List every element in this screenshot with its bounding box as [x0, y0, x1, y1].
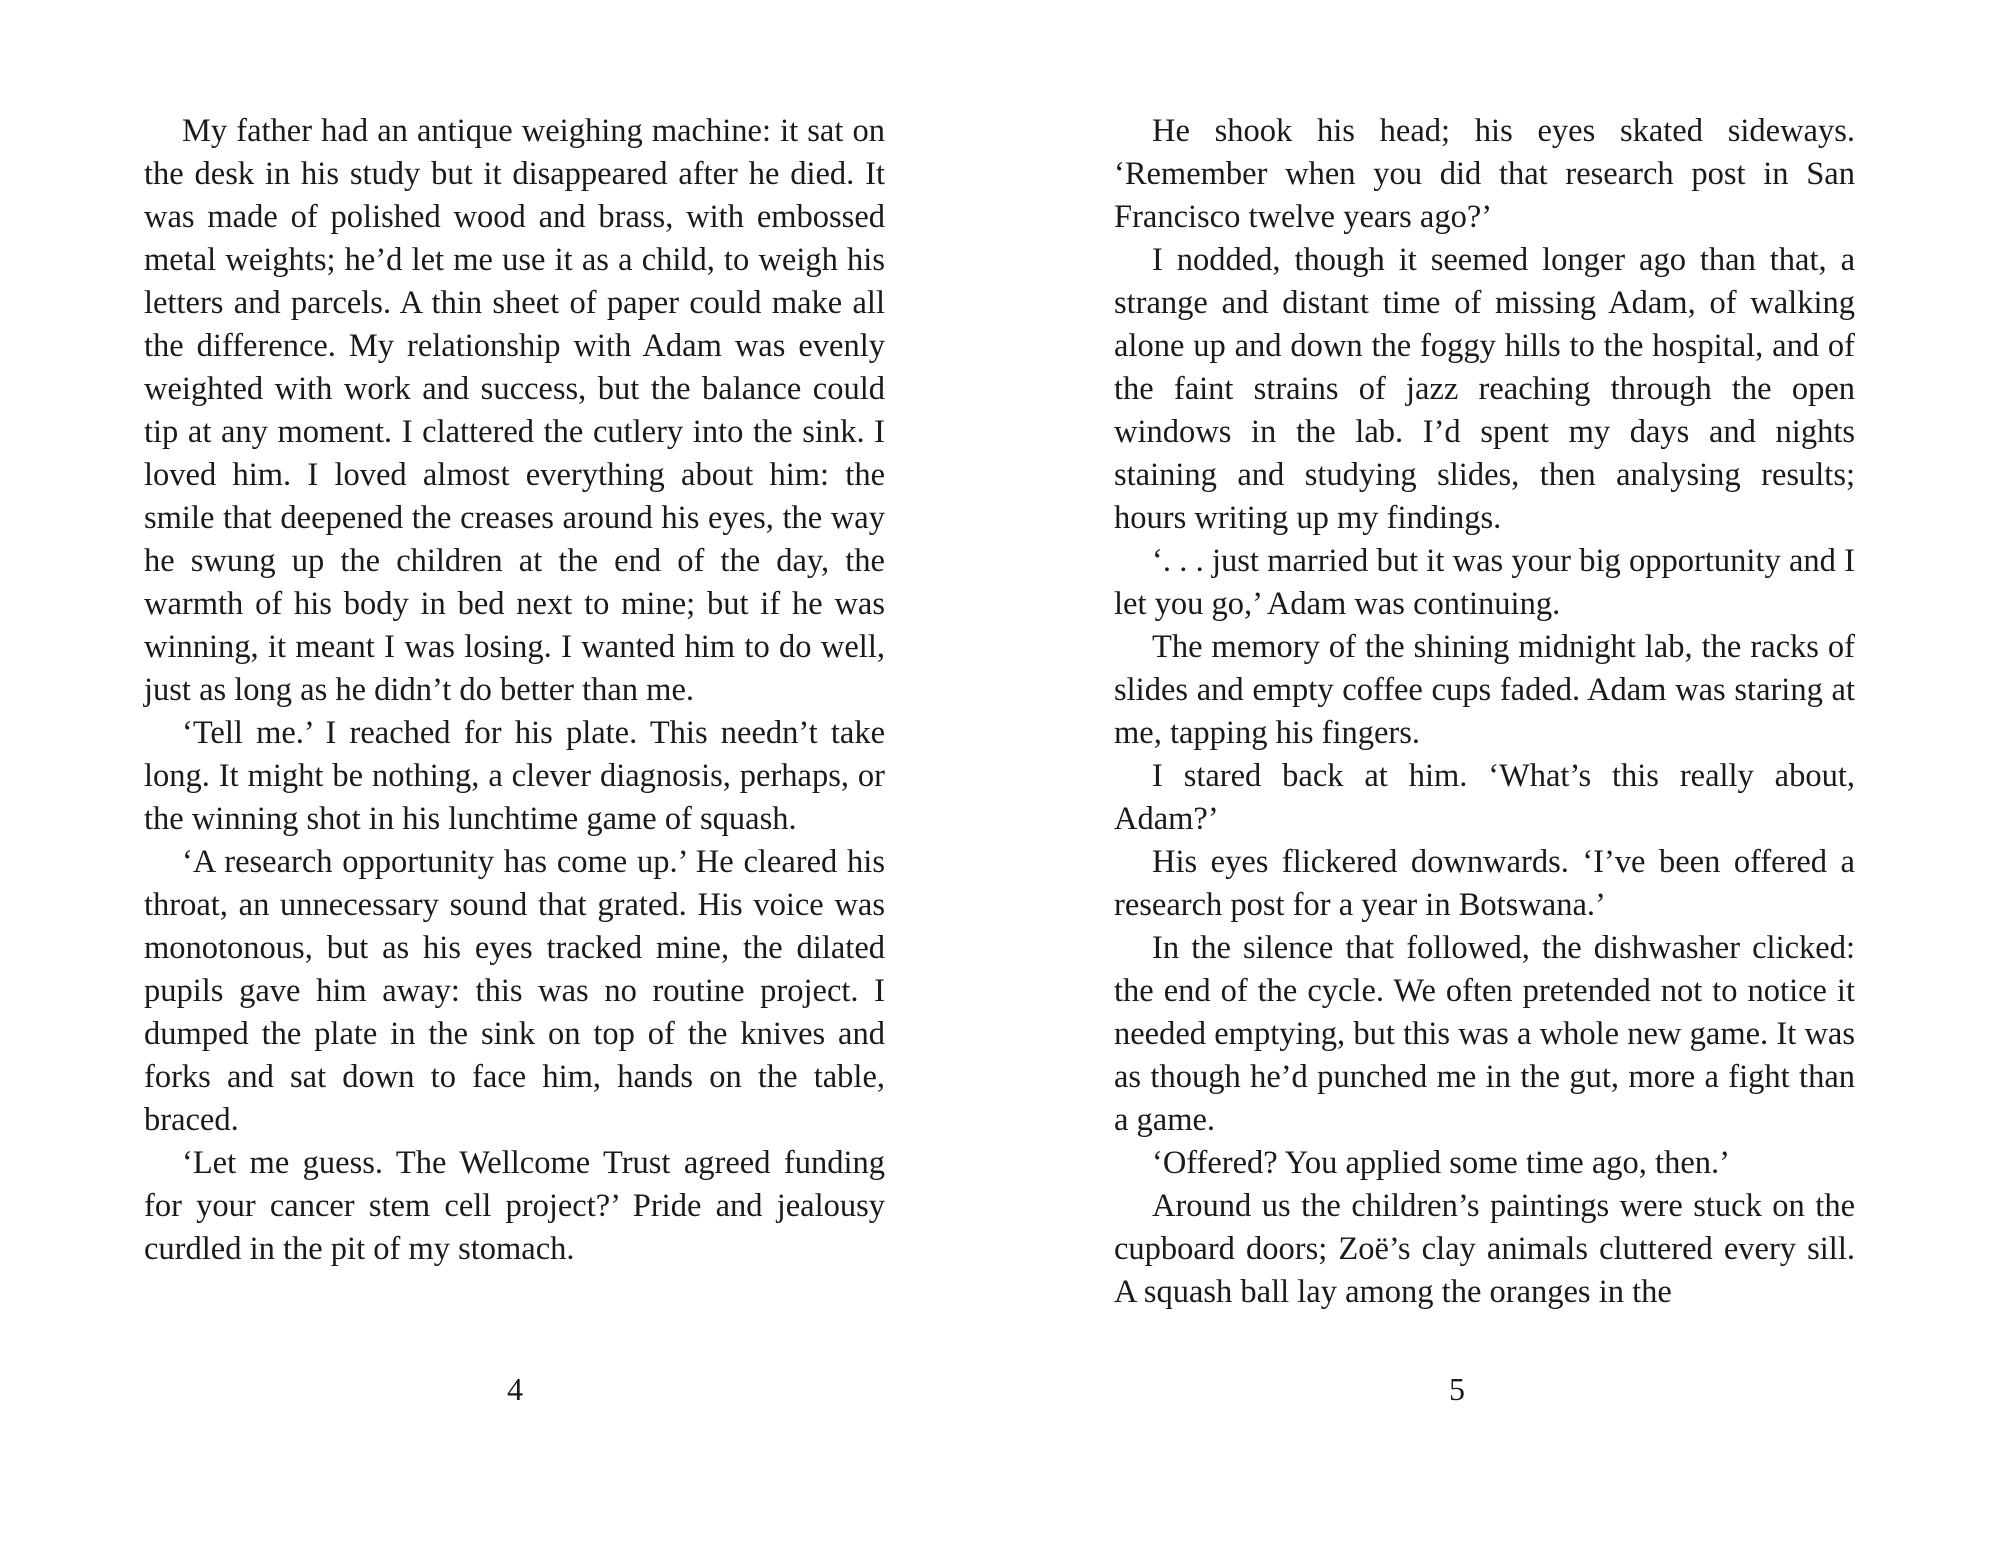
- paragraph: ‘. . . just married but it was your big opportunity and I let you go,’ Adam was continuing.: [1114, 543, 1855, 622]
- page-number-left: 4: [507, 1371, 523, 1407]
- paragraph: His eyes flickered downwards. ‘I’ve been offered a research post for a year in Botswana.’: [1114, 844, 1855, 923]
- paragraph: Around us the children’s paintings were stuck on the cupboard doors; Zoë’s clay animals cluttered every sill. A squash ball lay among the oranges in the: [1114, 1188, 1855, 1310]
- page-number-right: 5: [1449, 1371, 1465, 1407]
- paragraph: I stared back at him. ‘What’s this really about, Adam?’: [1114, 758, 1855, 837]
- right-page-text: [1114, 110, 1855, 1314]
- paragraph: My father had an antique weighing machine: it sat on the desk in his study but it disappeared after he died. It was made of polished wood and brass, with embossed metal weights; he’d let me use it as a child, to weigh his letters and parcels. A thin sheet of paper could make all the difference. My relationship with Adam was evenly weighted with work and success, but the balance could tip at any moment. I clattered the cutlery into the sink. I loved him. I loved almost everything about him: the smile that deepened the creases around his eyes, the way he swung up the children at the end of the day, the warmth of his body in bed next to mine; but if he was winning, it meant I was losing. I wanted him to do well, just as long as he didn’t do better than me.: [144, 113, 885, 708]
- paragraph: ‘Tell me.’ I reached for his plate. This needn’t take long. It might be nothing, a clever diagnosis, perhaps, or the winning shot in his lunchtime game of squash.: [144, 715, 885, 837]
- paragraph: ‘Let me guess. The Wellcome Trust agreed funding for your cancer stem cell project?’ Pride and jealousy curdled in the pit of my stomach.: [144, 1145, 885, 1267]
- paragraph: In the silence that followed, the dishwasher clicked: the end of the cycle. We often pretended not to notice it needed emptying, but this was a whole new game. It was as though he’d punched me in the gut, more a fight than a game.: [1114, 930, 1855, 1138]
- right-page: [1000, 0, 2000, 1568]
- paragraph: He shook his head; his eyes skated sideways. ‘Remember when you did that research post in San Francisco twelve years ago?’: [1114, 113, 1855, 235]
- paragraph: ‘A research opportunity has come up.’ He cleared his throat, an unnecessary sound that grated. His voice was monotonous, but as his eyes tracked mine, the dilated pupils gave him away: this was no routine project. I dumped the plate in the sink on top of the knives and forks and sat down to face him, hands on the table, braced.: [144, 844, 885, 1138]
- paragraph: ‘Offered? You applied some time ago, then.’: [1152, 1145, 1730, 1181]
- paragraph: I nodded, though it seemed longer ago than that, a strange and distant time of missing Adam, of walking alone up and down the foggy hills to the hospital, and of the faint strains of jazz reaching through the open windows in the lab. I’d spent my days and nights staining and studying slides, then analysing results; hours writing up my findings.: [1114, 242, 1855, 536]
- paragraph: The memory of the shining midnight lab, the racks of slides and empty coffee cups faded. Adam was staring at me, tapping his fingers.: [1114, 629, 1855, 751]
- left-page-text: [144, 110, 885, 1271]
